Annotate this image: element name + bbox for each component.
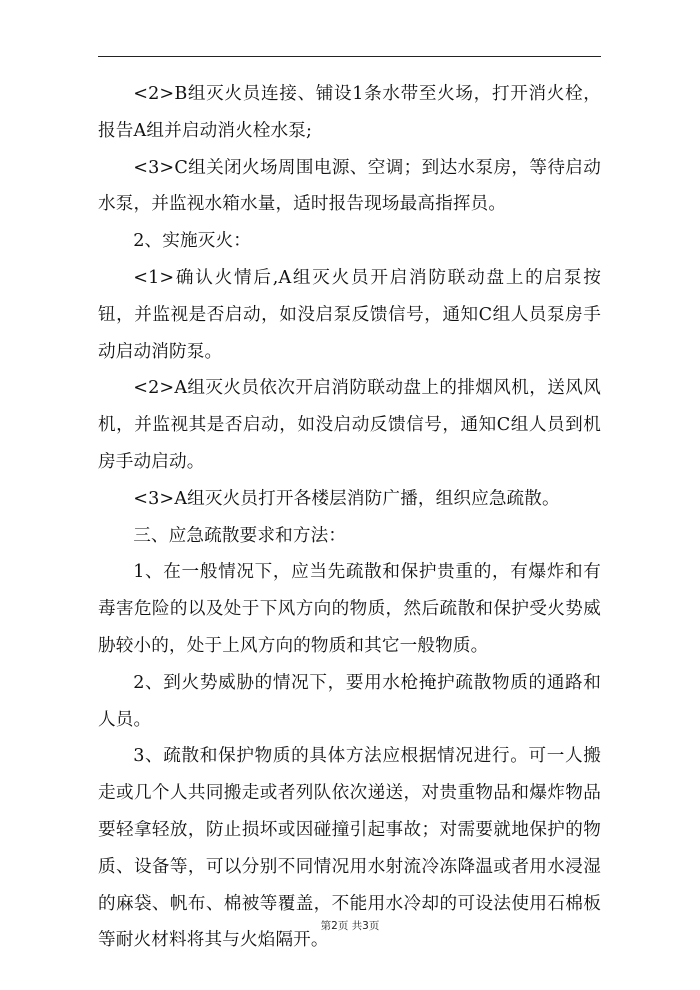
section-heading-extinguish: 2、实施灭火： xyxy=(133,231,251,252)
paragraph-evacuation-threat: 2、到火势威胁的情况下，要用水枪掩护疏散物质的通路和人员。 xyxy=(98,672,601,730)
header-rule xyxy=(98,56,601,57)
document-body xyxy=(98,76,601,959)
paragraph-smoke-exhaust: <2>A组灭火员依次开启消防联动盘上的排烟风机，送风风机，并监视其是否启动，如没启动反馈信号，通知C组人员到机房手动启动。 xyxy=(98,378,601,472)
paragraph-confirm-fire: <1>确认火情后,A组灭火员开启消防联动盘上的启泵按钮，并监视是否启动，如没启泵反馈信号，通知C组人员泵房手动启动消防泵。 xyxy=(98,267,601,362)
paragraph-c-group-power: <3>C组关闭火场周围电源、空调；到达水泵房，等待启动水泵，并监视水箱水量，适时报告现场最高指挥员。 xyxy=(98,157,601,215)
paragraph-evacuation-general: 1、在一般情况下，应当先疏散和保护贵重的，有爆炸和有毒害危险的以及处于下风方向的物质，然后疏散和保护受火势威胁较小的，处于上风方向的物质和其它一般物质。 xyxy=(98,562,601,656)
paragraph-broadcast: <3>A组灭火员打开各楼层消防广播，组织应急疏散。 xyxy=(133,488,560,509)
section-heading-evacuation: 三、应急疏散要求和方法： xyxy=(133,525,347,546)
paragraph-evacuation-methods: 3、疏散和保护物质的具体方法应根据情况进行。可一人搬走或几个人共同搬走或者列队依次递送，对贵重物品和爆炸物品要轻拿轻放，防止损坏或因碰撞引起事故；对需要就地保护的物质、设备等，可以分别不同情况用水射流冷冻降温或者用水浸湿的麻袋、帆布、棉被等覆盖，不能用水冷却的可设法使用石棉板等耐火材料将其与火焰隔开。 xyxy=(98,746,601,951)
paragraph-b-group-hose: <2>B组灭火员连接、铺设1条水带至火场，打开消火栓，报告A组并启动消火栓水泵; xyxy=(98,84,601,141)
page-number: 第2页 共3页 xyxy=(320,920,380,932)
